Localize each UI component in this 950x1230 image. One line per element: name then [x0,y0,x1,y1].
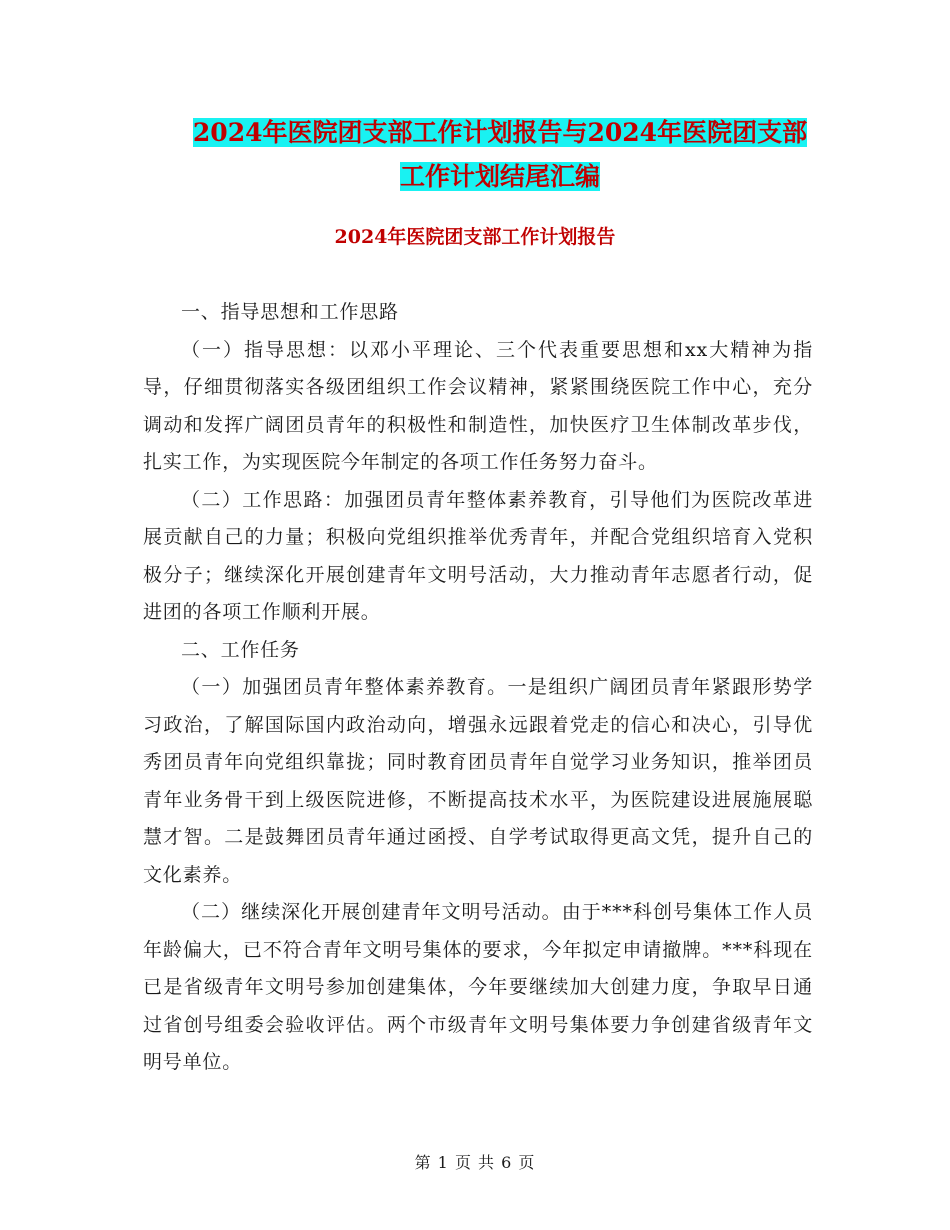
paragraph-task-1: （一）加强团员青年整体素养教育。一是组织广阔团员青年紧跟形势学习政治，了解国际国内政治动向，增强永远跟着党走的信心和决心，引导优秀团员青年向党组织靠拢；同时教育团员青年自觉学习业务知识，推举团员青年业务骨干到上级医院进修，不断提高技术水平，为医院建设进展施展聪慧才智。二是鼓舞团员青年通过函授、自学考试取得更高文凭，提升自己的文化素养。 [143,676,813,886]
document-body [143,294,813,1082]
paragraph-guiding-thought: （一）指导思想：以邓小平理论、三个代表重要思想和xx大精神为指导，仔细贯彻落实各级团组织工作会议精神，紧紧围绕医院工作中心，充分调动和发挥广阔团员青年的积极性和制造性，加快医疗卫生体制改革步伐，扎实工作，为实现医院今年制定的各项工作任务努力奋斗。 [143,338,813,473]
paragraph-work-approach: （二）工作思路：加强团员青年整体素养教育，引导他们为医院改革进展贡献自己的力量；积极向党组织推举优秀青年，并配合党组织培育入党积极分子；继续深化开展创建青年文明号活动，大力推动青年志愿者行动，促进团的各项工作顺利开展。 [143,488,813,623]
heading-work-tasks: 二、工作任务 [181,638,300,661]
title-highlight-2: 工作计划结尾汇编 [399,162,600,191]
heading-guiding-thought: 一、指导思想和工作思路 [181,301,399,323]
paragraph-task-2: （二）继续深化开展创建青年文明号活动。由于***科创号集体工作人员年龄偏大，已不符合青年文明号集体的要求，今年拟定申请撤牌。***科现在已是省级青年文明号参加创建集体，今年要继续加大创建力度，争取早日通过省创号组委会验收评估。两个市级青年文明号集体要力争创建省级青年文明号单位。 [143,901,813,1073]
page-number-footer: 第 1 页 共 6 页 [414,1153,536,1172]
document-title-line-1 [170,116,830,150]
section-title: 2024年医院团支部工作计划报告 [334,226,616,248]
document-title-line-2 [150,160,850,194]
title-highlight-1: 2024年医院团支部工作计划报告与2024年医院团支部 [192,118,808,147]
